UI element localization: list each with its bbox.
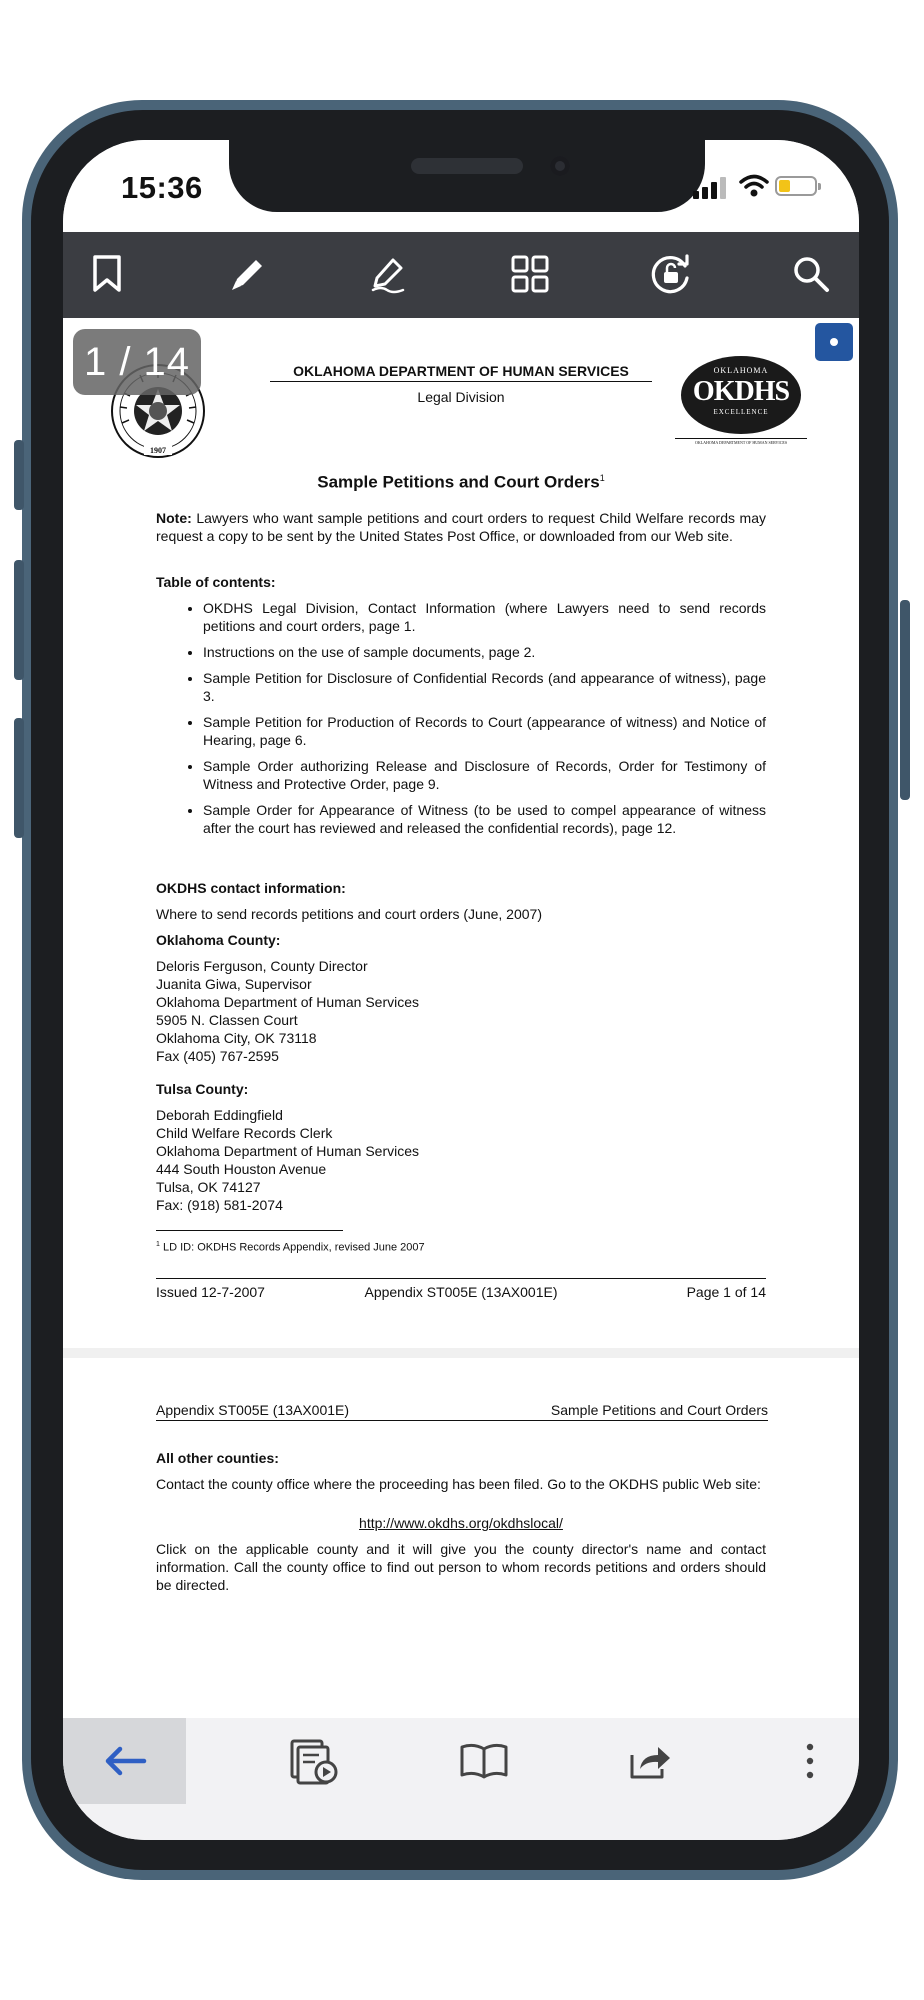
address-line: 5905 N. Classen Court <box>156 1012 298 1028</box>
document-page-2 <box>63 1358 859 1738</box>
sign-button[interactable] <box>359 244 419 304</box>
tulsa-county-heading: Tulsa County: <box>156 1081 249 1097</box>
signature-pen-icon <box>367 252 411 296</box>
side-button-power <box>900 600 910 800</box>
slideshow-icon <box>288 1735 340 1787</box>
title-footnote-marker: 1 <box>599 473 605 483</box>
address-line: Deborah Eddingfield <box>156 1107 283 1123</box>
logo-sub-text: EXCELLENCE <box>713 408 769 416</box>
cellular-signal-icon <box>693 177 733 199</box>
page2-header-left: Appendix ST005E (13AX001E) <box>156 1402 350 1418</box>
status-time: 15:36 <box>121 170 203 205</box>
side-button-mute <box>14 440 24 510</box>
footer-rule <box>156 1278 766 1279</box>
tulsa-county-address <box>156 1106 419 1214</box>
page2-header-rule <box>156 1420 768 1421</box>
footer-page-number: Page 1 of 14 <box>686 1284 766 1300</box>
notch <box>229 140 705 212</box>
status-bar <box>63 140 859 232</box>
oklahoma-county-address <box>156 957 419 1065</box>
footnote-text: LD ID: OKDHS Records Appendix, revised June 2007 <box>159 1241 425 1254</box>
toc-list <box>156 599 766 845</box>
toc-item: • OKDHS Legal Division, Contact Information (where Lawyers need to send records petitions and court orders, page 1. <box>203 599 766 635</box>
document-title <box>163 467 759 494</box>
reading-mode-icon <box>458 1741 510 1781</box>
footnote-marker: 1 <box>156 1241 160 1248</box>
footer-appendix: Appendix ST005E (13AX001E) <box>364 1284 558 1300</box>
viewer-toolbar <box>63 232 859 318</box>
annotation-toggle-button[interactable] <box>815 323 853 361</box>
address-line: Fax (405) 767-2595 <box>156 1048 279 1064</box>
logo-bottom-text: OKLAHOMA DEPARTMENT OF HUMAN SERVICES <box>694 440 788 445</box>
reading-mode-button[interactable] <box>451 1728 517 1794</box>
page2-header-right: Sample Petitions and Court Orders <box>550 1402 768 1418</box>
grid-icon <box>511 255 549 293</box>
search-icon <box>791 254 831 294</box>
document-view[interactable] <box>63 318 859 1718</box>
department-heading: OKLAHOMA DEPARTMENT OF HUMAN SERVICES <box>270 362 652 382</box>
page-indicator: 1 / 14 <box>73 329 201 395</box>
toc-heading: Table of contents: <box>156 574 276 590</box>
address-line: Oklahoma City, OK 73118 <box>156 1030 317 1046</box>
logo-top-text: OKLAHOMA <box>713 366 769 375</box>
note-text: Lawyers who want sample petitions and court orders to request Child Welfare records may request a copy to be sent by the United States Post Office, or downloaded from our Web site. <box>156 510 766 544</box>
note-paragraph <box>156 509 766 545</box>
seal-year-text: 1907 <box>150 446 166 455</box>
bottom-toolbar <box>63 1718 859 1840</box>
slideshow-button[interactable] <box>281 1728 347 1794</box>
rotation-lock-button[interactable] <box>641 244 701 304</box>
more-options-icon <box>804 1741 816 1781</box>
contact-heading: OKDHS contact information: <box>156 880 346 896</box>
share-button[interactable] <box>618 1728 684 1794</box>
wifi-icon <box>739 174 769 198</box>
back-arrow-icon <box>102 1743 148 1779</box>
toc-item: • Instructions on the use of sample documents, page 2. <box>203 643 766 661</box>
other-counties-heading: All other counties: <box>156 1450 279 1466</box>
contact-intro: Where to send records petitions and court orders (June, 2007) <box>156 906 542 922</box>
address-line: Deloris Ferguson, County Director <box>156 958 368 974</box>
page-separator <box>63 1348 859 1358</box>
screen <box>63 140 859 1840</box>
rotation-lock-icon <box>649 252 693 296</box>
toc-item: • Sample Order for Appearance of Witness (to be used to compel appearance of witness after the court has reviewed and released the confidential records), page 12. <box>203 801 766 837</box>
footnote-rule <box>156 1230 343 1231</box>
address-line: Tulsa, OK 74127 <box>156 1179 261 1195</box>
thumbnails-button[interactable] <box>500 244 560 304</box>
footnote <box>156 1238 425 1255</box>
earpiece-speaker <box>411 158 523 174</box>
toc-item: • Sample Order authorizing Release and Disclosure of Records, Order for Testimony of Witness and Protective Order, page 9. <box>203 757 766 793</box>
more-options-button[interactable] <box>777 1728 843 1794</box>
okdhs-local-link[interactable]: http://www.okdhs.org/okdhslocal/ <box>359 1515 563 1531</box>
document-title-text: Sample Petitions and Court Orders <box>317 472 600 492</box>
battery-icon <box>775 176 817 196</box>
bookmark-button[interactable] <box>77 244 137 304</box>
document-page-1 <box>63 318 859 1348</box>
oklahoma-county-heading: Oklahoma County: <box>156 932 281 948</box>
front-camera <box>550 156 570 176</box>
side-button-volume-down <box>14 718 24 838</box>
address-line: Child Welfare Records Clerk <box>156 1125 333 1141</box>
okdhs-logo <box>675 356 813 452</box>
toc-item: • Sample Petition for Disclosure of Confidential Records (and appearance of witness), page 3. <box>203 669 766 705</box>
toc-item: • Sample Petition for Production of Records to Court (appearance of witness) and Notice of Hearing, page 6. <box>203 713 766 749</box>
search-button[interactable] <box>781 244 841 304</box>
address-line: Juanita Giwa, Supervisor <box>156 976 312 992</box>
note-label: Note: <box>156 510 192 526</box>
address-line: Oklahoma Department of Human Services <box>156 1143 419 1159</box>
side-button-volume-up <box>14 560 24 680</box>
address-line: Oklahoma Department of Human Services <box>156 994 419 1010</box>
back-button[interactable] <box>63 1718 186 1804</box>
pencil-icon <box>228 254 268 294</box>
share-icon <box>628 1741 674 1781</box>
annotate-button[interactable] <box>218 244 278 304</box>
other-counties-paragraph: Contact the county office where the proceeding has been filed. Go to the OKDHS public Web site: <box>156 1476 761 1492</box>
footer-issued: Issued 12-7-2007 <box>156 1284 265 1300</box>
county-instructions-paragraph: Click on the applicable county and it will give you the county director's name and contact information. Call the county office to find out person to whom records petitions and orders should be directed. <box>156 1541 766 1593</box>
address-line: Fax: (918) 581-2074 <box>156 1197 283 1213</box>
address-line: 444 South Houston Avenue <box>156 1161 327 1177</box>
logo-main-text: OKDHS <box>692 376 790 407</box>
division-name: Legal Division <box>417 389 505 405</box>
bookmark-icon <box>92 255 122 293</box>
